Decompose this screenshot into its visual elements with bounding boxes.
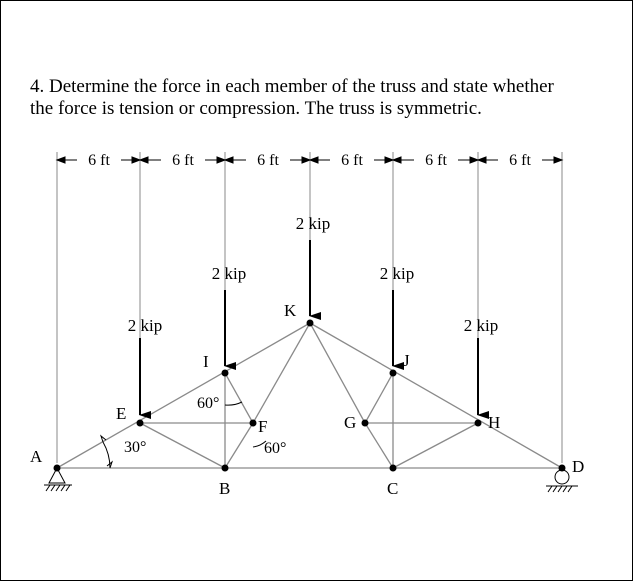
member-kf xyxy=(253,323,310,423)
member-gc xyxy=(365,423,393,468)
dim-arrow xyxy=(393,157,401,163)
angle-arc-i xyxy=(225,402,242,405)
joint-label-k: K xyxy=(284,301,297,320)
angle-label-i: 60° xyxy=(197,395,220,412)
joint-j xyxy=(390,370,397,377)
dim-arrow xyxy=(310,157,318,163)
joint-label-g: G xyxy=(344,413,357,432)
joint-a xyxy=(54,465,61,472)
joint-d xyxy=(559,465,566,472)
joint-label-a: A xyxy=(30,447,43,466)
dimension-label: 6 ft xyxy=(341,152,363,169)
top-chord-right xyxy=(310,323,562,468)
joint-k xyxy=(307,320,314,327)
joint-label-e: E xyxy=(116,404,127,423)
joint-i xyxy=(222,370,229,377)
joint-label-h: H xyxy=(488,413,501,432)
dim-arrow xyxy=(554,157,562,163)
joint-f xyxy=(250,420,257,427)
member-fb xyxy=(225,423,253,468)
joint-label-f: F xyxy=(258,417,268,436)
joint-label-d: D xyxy=(572,457,585,476)
load-label-e: 2 kip xyxy=(127,316,163,335)
member-hc xyxy=(393,423,478,468)
dim-arrow xyxy=(225,157,233,163)
load-label-h: 2 kip xyxy=(463,316,499,335)
joint-label-i: I xyxy=(203,352,209,371)
joint-c xyxy=(390,465,397,472)
dimension-label: 6 ft xyxy=(172,152,194,169)
member-jg xyxy=(365,373,393,423)
joint-b xyxy=(222,465,229,472)
dim-arrow xyxy=(478,157,486,163)
problem-line-1: 4. Determine the force in each member of the truss and state whether xyxy=(30,76,554,97)
angle-label-a: 30° xyxy=(124,439,147,456)
member-if xyxy=(225,373,253,423)
joint-label-b: B xyxy=(219,479,231,498)
dimension-label: 6 ft xyxy=(425,152,447,169)
member-kg xyxy=(310,323,365,423)
joint-h xyxy=(475,420,482,427)
problem-line-2: the force is tension or compression. The truss is symmetric. xyxy=(30,98,482,119)
dimension-label: 6 ft xyxy=(257,152,279,169)
load-label-k: 2 kip xyxy=(295,214,331,233)
load-labels xyxy=(128,214,498,335)
load-label-j: 2 kip xyxy=(379,264,415,283)
joint-e xyxy=(137,420,144,427)
joint-label-c: C xyxy=(387,479,399,498)
load-label-i: 2 kip xyxy=(211,264,247,283)
joint-g xyxy=(362,420,369,427)
member-eb xyxy=(140,423,225,468)
pin-support-a xyxy=(44,468,72,491)
dimension-label: 6 ft xyxy=(509,152,531,169)
dim-arrow xyxy=(57,157,65,163)
joint-label-j: J xyxy=(403,351,410,370)
dimension-label: 6 ft xyxy=(88,152,110,169)
angle-label-f: 60° xyxy=(264,440,287,457)
dim-arrow xyxy=(140,157,148,163)
load-arrows xyxy=(140,240,478,415)
